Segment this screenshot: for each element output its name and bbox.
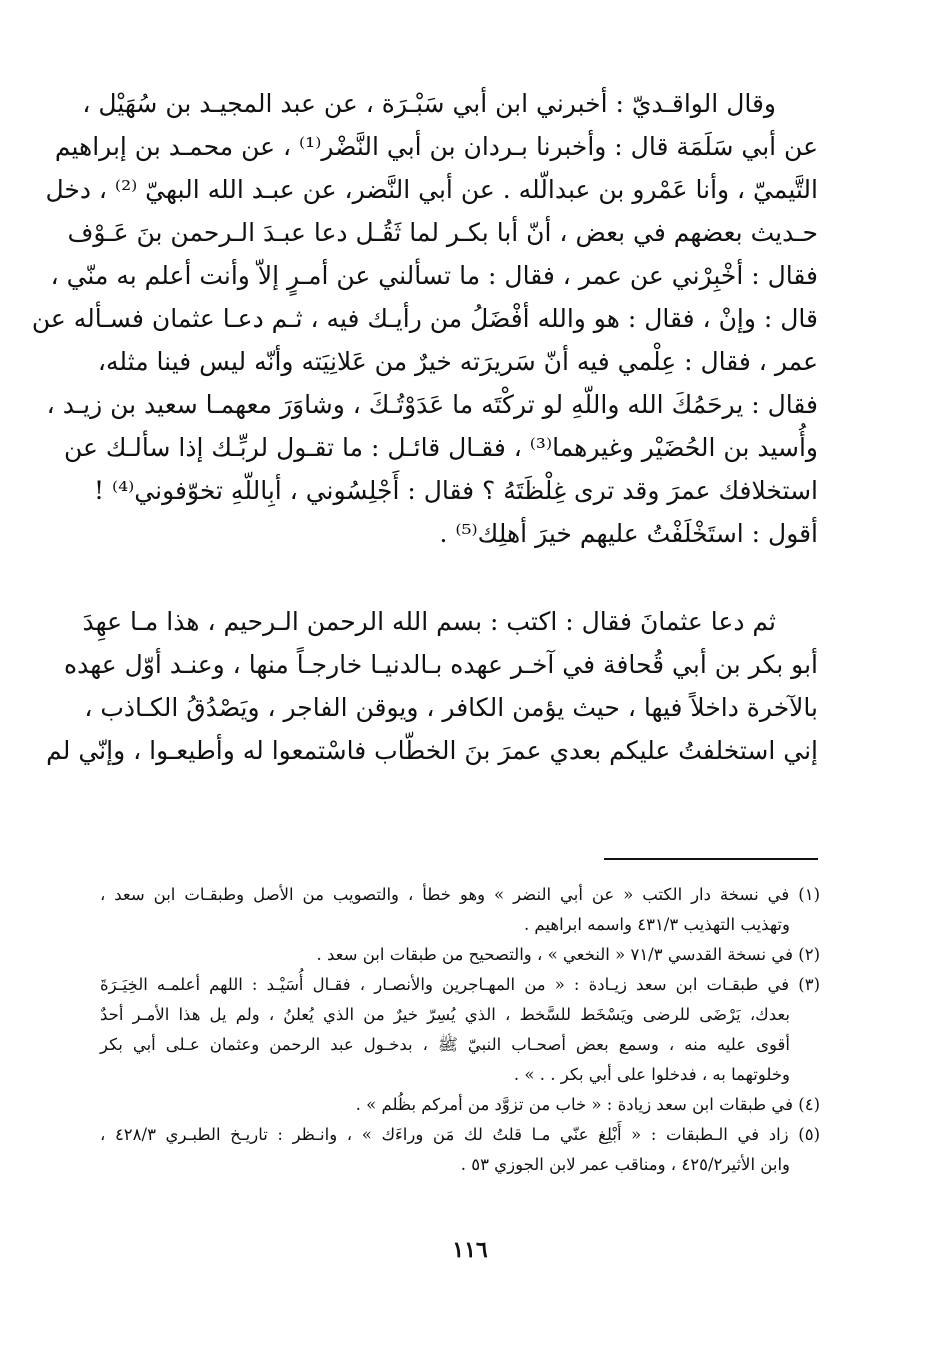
text-line: بالآخرة داخلاً فيها ، حيث يؤمن الكافر ، ويوقن الفاجر ، ويَصْدُقُ الكـاذب ،: [84, 693, 818, 722]
paragraph-1: [31, 82, 818, 555]
text-line: فقال : أخْبِرْني عن عمر ، فقال : ما تسألني عن أمـرٍ إلاّ وأنت أعلم به منّي ،: [50, 261, 818, 290]
footnote-line: أقوى عليه منه ، وسمع بعض أصحـاب النبيّ ﷺ ، بدخـول عبد الرحمن وعثمان عـلى أبي بكر: [100, 1035, 790, 1054]
text-line: عمر ، فقال : عِلْمي فيه أنّ سَريرَته خيرٌ من عَلانِيَته وأنّه ليس فينا مثله،: [97, 347, 818, 376]
footnote-line: (٥) زاد في الـطبقات : « أَبْلِغ عنّي مـا قلتُ لك مَن وراءَك » ، وانـظر : تاريـخ الطبـري ٤٢٨/٣ ،: [100, 1125, 820, 1144]
text-line: فقال : يرحَمُكَ الله واللّهِ لو تركْتَه ما عَدَوْتُـكَ ، وشاوَرَ معهمـا سعيد بن زيـد ،: [46, 390, 818, 419]
text-line: أقول : استَخْلَفْتُ عليهم خيرَ أهلِك⁽⁵⁾ .: [439, 519, 818, 548]
footnote-line: (٣) في طبقـات ابن سعد زيـادة : « من المهـاجرين والأنصـار ، فقـال أُسَيْـد : اللهم أعلمـه الخِيَـرَةَ: [100, 975, 820, 994]
footnote-line: وابن الأثير٤٢٥/٢ ، ومناقب عمر لابن الجوزي ٥٣ .: [460, 1155, 790, 1174]
text-line: إني استخلفتُ عليكم بعدي عمرَ بنَ الخطّاب فاسْتمعوا له وأطيعـوا ، وإنّي لم: [46, 736, 818, 765]
footnote-line: (٤) في طبقات ابن سعد زيادة : « خاب من تزوَّد من أمركم بظُلم » .: [355, 1095, 820, 1114]
footnote-line: بعدك، يَرْضَى للرضى ويَسْخَط للسَّخط ، الذي يُسِرّ خيرٌ من الذي يُعلنُ ، ولم يل هذا الأمـر أحدٌ: [100, 1005, 790, 1024]
text-line: وقال الواقـديّ : أخبرني ابن أبي سَبْـرَة ، عن عبد المجيـد بن سُهَيْل ،: [82, 89, 776, 118]
text-line: أبو بكر بن أبي قُحافة في آخـر عهده بـالدنيـا خارجـاً منها ، وعنـد أوّل عهده: [64, 650, 818, 679]
text-line: استخلافك عمرَ وقد ترى غِلْظَتَهُ ؟ فقال : أَجْلِسُوني ، أبِاللّهِ تخوّفوني⁽⁴⁾ !: [94, 476, 818, 505]
main-text: [31, 82, 818, 772]
text-line: التَّيميّ ، وأنا عَمْرو بن عبدالّله . عن أبي النَّضر، عن عبـد الله البهيّ ⁽²⁾ ، دخل: [45, 175, 818, 204]
text-line: قال : وإنْ ، فقال : هو والله أفْضَلُ من رأيـك فيه ، ثـم دعـا عثمان فسـأله عن: [31, 304, 818, 333]
paragraph-gap: [100, 555, 818, 600]
footnote-line: (٢) في نسخة القدسي ٧١/٣ « النخعي » ، والتصحيح من طبقات ابن سعد .: [316, 945, 820, 964]
footnotes: [100, 880, 820, 1180]
text-line: عن أبي سَلَمَة قال : وأخبرنا بـردان بن أبي النَّضْر⁽¹⁾ ، عن محمـد بن إبراهيم: [54, 132, 818, 161]
footnote-line: وخلوتهما به ، فدخلوا على أبي بكر . . » .: [513, 1065, 790, 1084]
text-line: ثم دعا عثمانَ فقال : اكتب : بسم الله الرحمن الـرحيم ، هذا مـا عهِدَ: [82, 607, 776, 636]
text-line: وأُسيد بن الحُضَيْر وغيرهما⁽³⁾ ، فقـال قائـل : ما تقـول لربِّـك إذا سألـك عن: [63, 433, 818, 462]
page-number: ١١٦: [452, 1237, 488, 1263]
footnote-line: (١) في نسخة دار الكتب « عن أبي النضر » وهو خطأ ، والتصويب من الأصل وطبقـات ابن سعد ،: [100, 885, 820, 904]
paragraph-2: [46, 600, 818, 772]
text-line: حـديث بعضهم في بعض ، أنّ أبا بكـر لما ثَقُـل دعا عبـدَ الـرحمن بنَ عَـوْف: [67, 218, 818, 247]
footnote-divider: [604, 858, 818, 860]
footnote-line: وتهذيب التهذيب ٤٣١/٣ واسمه ابراهيم .: [523, 915, 790, 934]
